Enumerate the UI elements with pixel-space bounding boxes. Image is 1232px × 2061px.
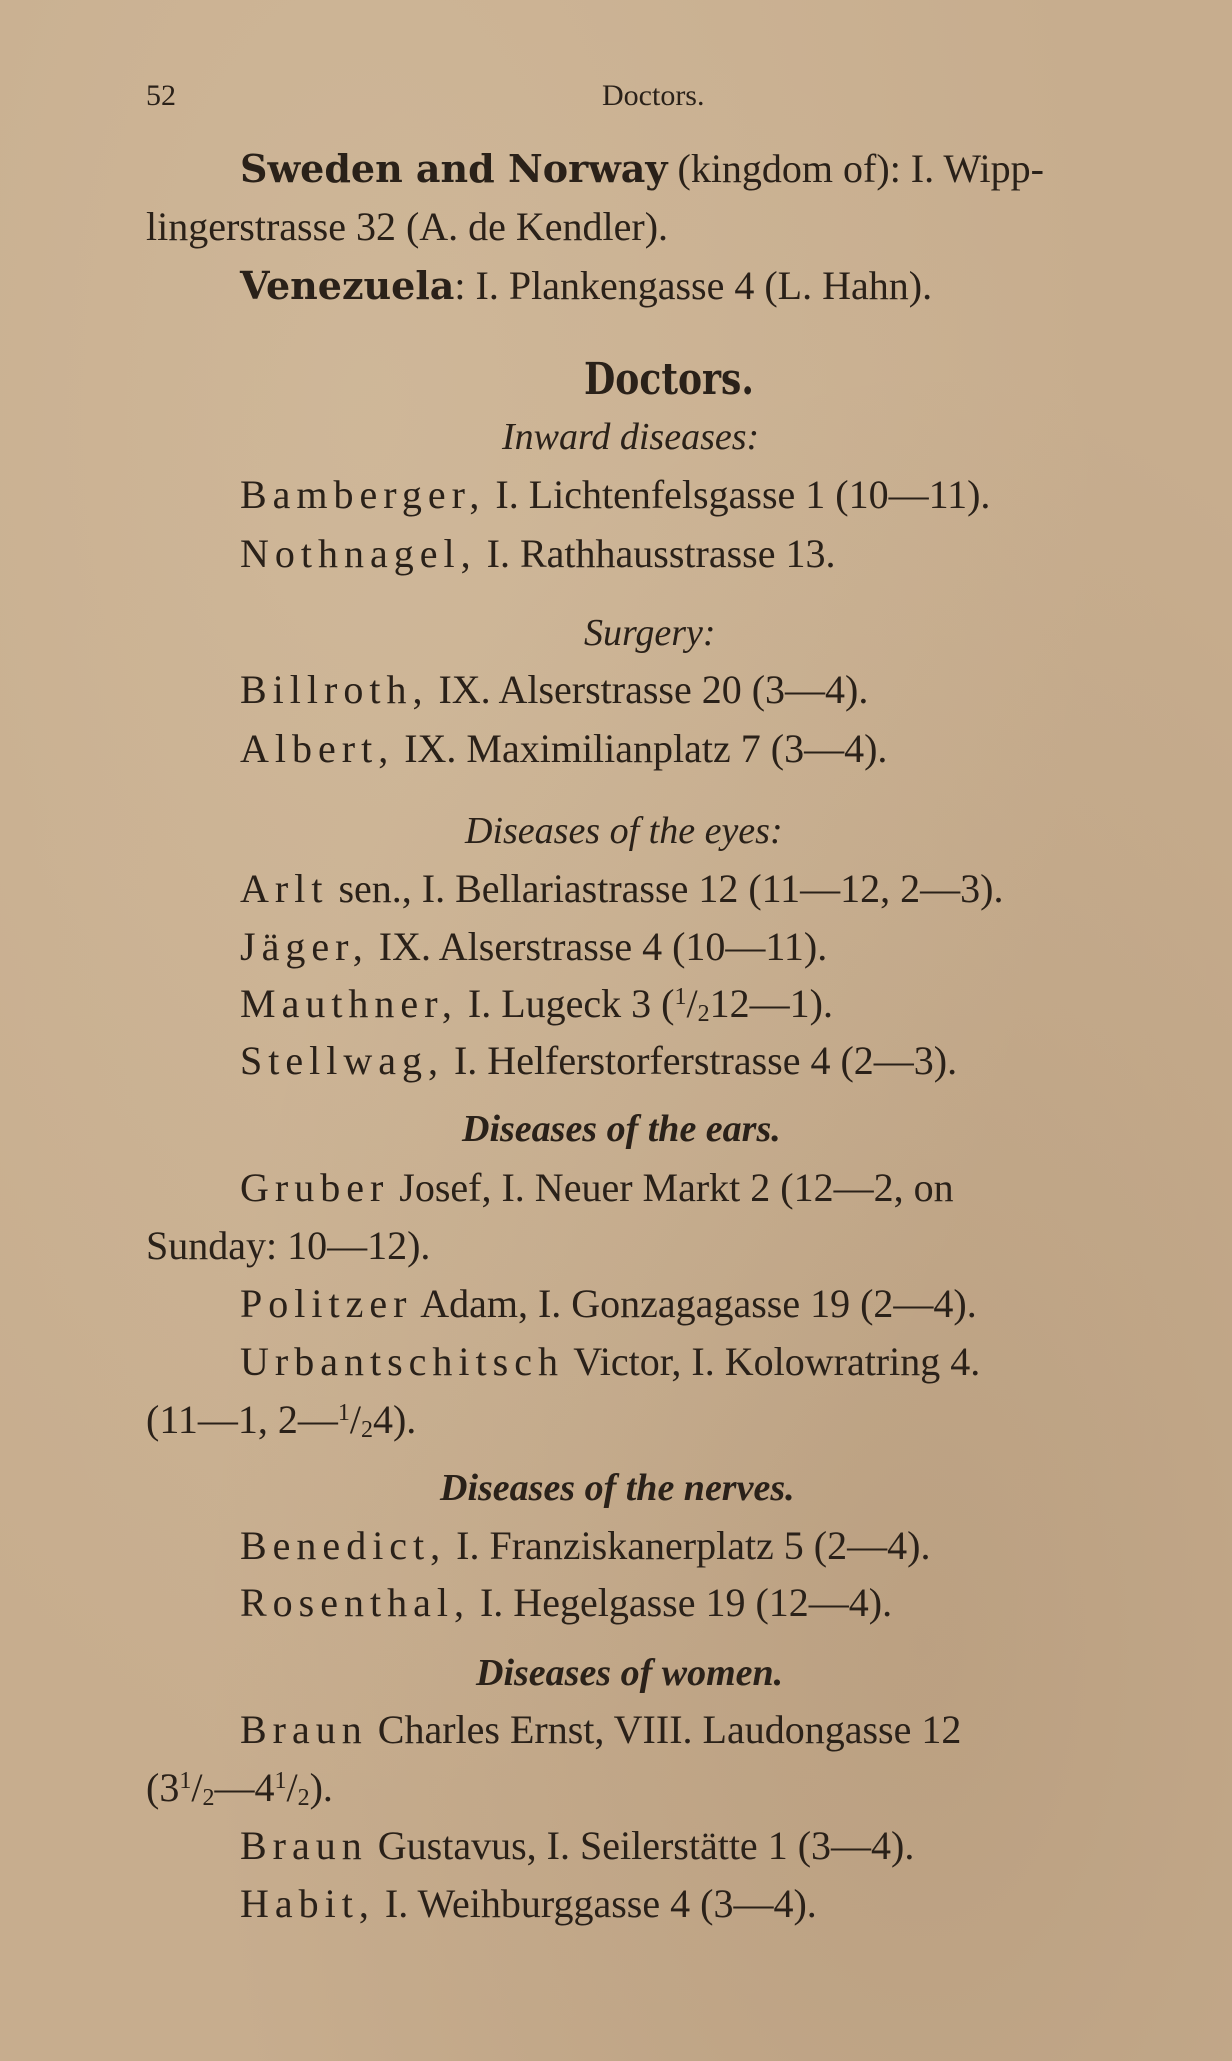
doctor-name: Gruber <box>240 1165 390 1210</box>
doctor-name: Benedict, <box>240 1523 447 1568</box>
entry-braun-gustavus <box>240 1822 914 1870</box>
doctor-address: IX. Alserstrasse 4 (10—11). <box>368 924 828 969</box>
doctor-name: Jäger, <box>240 924 369 969</box>
fraction-denominator: 2 <box>360 1416 373 1443</box>
entry-gruber <box>240 1164 954 1212</box>
entry-benedict <box>240 1522 930 1570</box>
entry-braun-charles <box>240 1706 961 1754</box>
fraction-denominator: 2 <box>697 1000 710 1027</box>
doctor-address: Gustavus, I. Seilerstätte 1 (3—4). <box>367 1823 915 1868</box>
entry-continuation <box>146 1764 333 1818</box>
entry-sweden <box>240 145 1044 193</box>
hours-text: —4 <box>214 1765 275 1810</box>
hours-text-end: ). <box>309 1765 333 1810</box>
fraction-numerator: 1 <box>179 1767 192 1794</box>
doctor-address-end: 12—1). <box>709 981 833 1026</box>
doctor-address: Charles Ernst, VIII. Laudongasse 12 <box>367 1707 962 1752</box>
doctor-name: Urbantschitsch <box>240 1339 564 1384</box>
fraction-numerator: 1 <box>337 1399 350 1426</box>
fraction-denominator: 2 <box>202 1784 215 1811</box>
entry-stellwag <box>240 1037 957 1085</box>
entry-albert <box>240 725 887 773</box>
doctor-address: I. Hegelgasse 19 (12—4). <box>469 1580 893 1625</box>
fraction-slash: / <box>349 1397 361 1442</box>
hours-text: (3 <box>146 1765 180 1810</box>
entry-bamberger <box>240 471 990 519</box>
doctor-address: I. Lichtenfelsgasse 1 (10—11). <box>485 472 991 517</box>
country-name: Venezuela <box>240 263 455 308</box>
doctor-name: Habit, <box>240 1881 375 1926</box>
doctor-name: Braun <box>240 1707 368 1752</box>
section-heading: Diseases of the ears. <box>462 1108 781 1150</box>
entry-continuation: Sunday: 10—12). <box>146 1223 431 1268</box>
doctor-name: Braun <box>240 1823 368 1868</box>
section-heading: Inward diseases: <box>502 416 760 458</box>
entry-jager <box>240 923 827 971</box>
doctor-address: I. Rathhausstrasse 13. <box>476 531 836 576</box>
fraction-numerator: 1 <box>674 983 687 1010</box>
entry-text: : I. Plankengasse 4 (L. Hahn). <box>454 263 933 308</box>
entry-rosenthal <box>240 1579 892 1627</box>
doctor-name: Mauthner, <box>240 981 458 1026</box>
doctor-name: Bamberger, <box>240 472 486 517</box>
doctor-address: I. Lugeck 3 ( <box>457 981 675 1026</box>
country-name: Sweden and Norway <box>240 146 668 191</box>
doctor-name: Arlt <box>240 866 329 911</box>
entry-text: (kingdom of): I. Wipp- <box>667 146 1044 191</box>
doctor-address: Adam, I. Gonzagagasse 19 (2—4). <box>412 1281 977 1326</box>
doctor-name: Stellwag, <box>240 1038 444 1083</box>
running-title: Doctors. <box>602 79 705 112</box>
entry-nothnagel <box>240 530 835 578</box>
doctor-address: Victor, I. Kolowratring 4. <box>563 1339 981 1384</box>
section-heading: Diseases of the eyes: <box>465 810 783 852</box>
doctor-name: Nothnagel, <box>240 531 477 576</box>
section-heading: Diseases of women. <box>476 1652 784 1694</box>
doctor-address: I. Weihburggasse 4 (3—4). <box>374 1881 817 1926</box>
hours-text: (11—1, 2— <box>146 1397 338 1442</box>
doctor-name: Albert, <box>240 726 395 771</box>
section-heading: Diseases of the nerves. <box>440 1467 795 1509</box>
doctor-address: IX. Alserstrasse 20 (3—4). <box>428 667 869 712</box>
section-heading: Surgery: <box>584 612 716 654</box>
fraction-slash: / <box>686 981 698 1026</box>
doctor-name: Rosenthal, <box>240 1580 470 1625</box>
entry-politzer <box>240 1280 977 1328</box>
doctor-address: I. Franziskanerplatz 5 (2—4). <box>446 1523 931 1568</box>
entry-mauthner <box>240 980 833 1034</box>
hours-text-end: 4). <box>372 1397 417 1442</box>
entry-urbantschitsch <box>240 1338 980 1386</box>
entry-billroth <box>240 666 868 714</box>
fraction-denominator: 2 <box>297 1784 310 1811</box>
page-title: Doctors. <box>584 354 754 405</box>
doctor-name: Billroth, <box>240 667 429 712</box>
doctor-address: IX. Maximilianplatz 7 (3—4). <box>394 726 888 771</box>
entry-continuation: lingerstrasse 32 (A. de Kendler). <box>146 204 669 249</box>
doctor-address: I. Helferstorferstrasse 4 (2—3). <box>443 1038 958 1083</box>
fraction-numerator: 1 <box>274 1767 287 1794</box>
doctor-address: Josef, I. Neuer Markt 2 (12—2, on <box>389 1165 954 1210</box>
entry-continuation <box>146 1396 416 1450</box>
entry-venezuela <box>240 262 932 310</box>
entry-habit <box>240 1880 817 1928</box>
fraction-slash: / <box>191 1765 203 1810</box>
entry-arlt <box>240 865 1003 913</box>
doctor-name: Politzer <box>240 1281 413 1326</box>
page-number: 52 <box>146 79 176 112</box>
fraction-slash: / <box>286 1765 298 1810</box>
doctor-address: sen., I. Bellariastrasse 12 (11—12, 2—3). <box>328 866 1004 911</box>
